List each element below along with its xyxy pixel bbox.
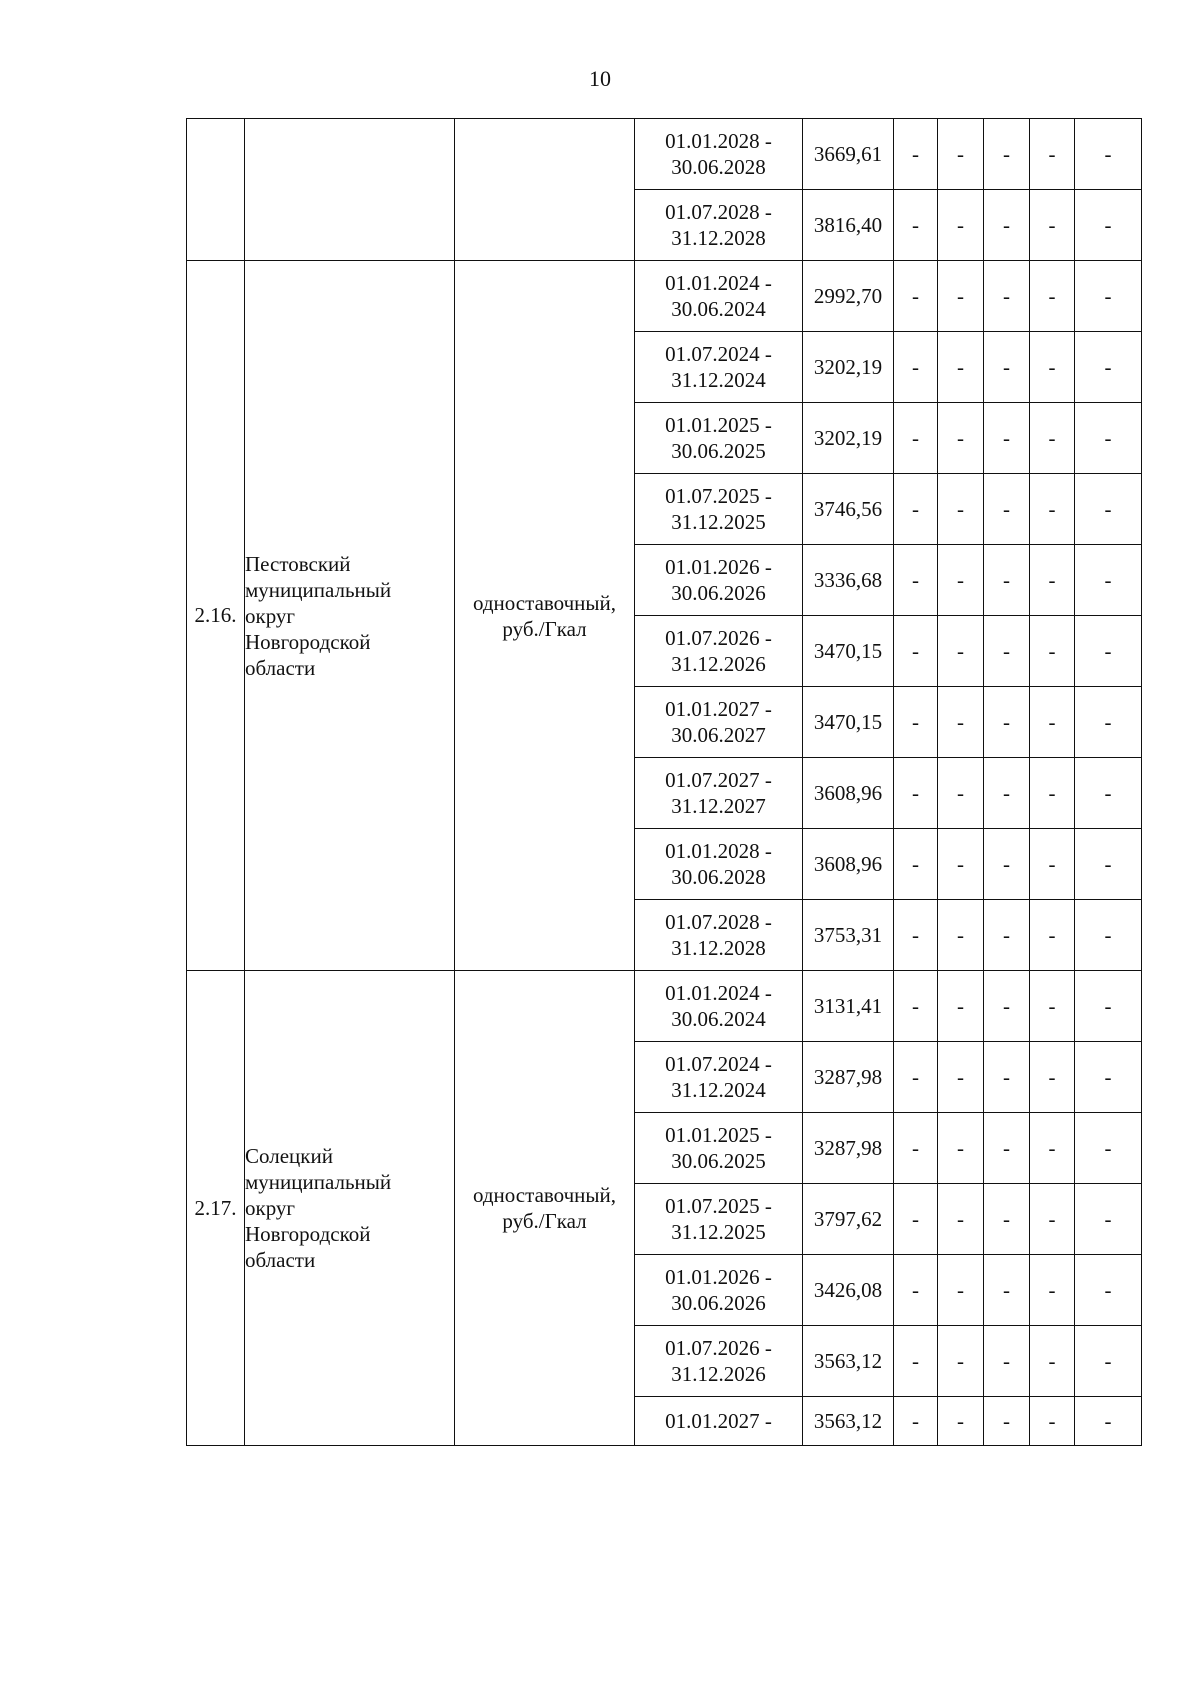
table-row [187,261,1142,332]
period-line: 01.07.2027 - [665,768,772,792]
period-line: 30.06.2028 [671,865,766,889]
period-line: 01.07.2028 - [665,200,772,224]
period-line: 30.06.2024 [671,1007,766,1031]
empty-value-dash: - [938,829,984,900]
tariff-value: 2992,70 [803,261,894,332]
empty-value-dash: - [1075,687,1142,758]
period-line: 01.07.2024 - [665,342,772,366]
tariff-unit-line: одноставочный, [472,590,617,615]
period-line: 30.06.2027 [671,723,766,747]
period-line: 01.01.2025 - [665,1123,772,1147]
group-number: 2.17. [187,971,245,1446]
empty-value-dash: - [1030,1397,1075,1446]
empty-value-dash: - [984,829,1030,900]
period-line: 01.01.2027 - [665,697,772,721]
tariff-value: 3563,12 [803,1326,894,1397]
empty-value-dash: - [938,1326,984,1397]
municipality-name-line: Новгородской [245,1222,371,1246]
period-line: 31.12.2024 [671,1078,766,1102]
tariff-value: 3608,96 [803,829,894,900]
tariff-value: 3202,19 [803,332,894,403]
empty-value-dash: - [984,1113,1030,1184]
empty-value-dash: - [1075,474,1142,545]
empty-value-dash: - [894,758,938,829]
period-line: 01.01.2027 - [665,1409,772,1433]
empty-value-dash: - [894,474,938,545]
empty-value-dash: - [938,474,984,545]
empty-value-dash: - [1075,403,1142,474]
empty-value-dash: - [1030,261,1075,332]
empty-value-dash: - [894,829,938,900]
period-line: 01.07.2024 - [665,1052,772,1076]
page-number: 10 [589,66,611,91]
empty-value-dash: - [1030,1255,1075,1326]
period-line: 01.07.2028 - [665,910,772,934]
empty-value-dash: - [938,1042,984,1113]
empty-value-dash: - [984,1255,1030,1326]
empty-value-dash: - [1075,190,1142,261]
period-cell [635,1255,803,1326]
tariff-table [186,118,1142,1446]
empty-value-dash: - [938,119,984,190]
period-cell [635,616,803,687]
empty-value-dash: - [1030,545,1075,616]
empty-value-dash: - [1075,1113,1142,1184]
tariff-value: 3669,61 [803,119,894,190]
empty-value-dash: - [1075,119,1142,190]
empty-value-dash: - [894,1255,938,1326]
empty-value-dash: - [984,1397,1030,1446]
empty-value-dash: - [938,758,984,829]
empty-value-dash: - [1030,332,1075,403]
empty-value-dash: - [1075,971,1142,1042]
period-cell [635,1113,803,1184]
period-line: 30.06.2025 [671,1149,766,1173]
empty-value-dash: - [894,332,938,403]
period-line: 30.06.2026 [671,581,766,605]
period-line: 01.01.2028 - [665,129,772,153]
tariff-value: 3131,41 [803,971,894,1042]
municipality-name-line: области [245,1248,316,1272]
municipality-name [245,261,455,971]
empty-value-dash: - [894,971,938,1042]
period-cell [635,900,803,971]
empty-value-dash: - [938,190,984,261]
municipality-name-line: Солецкий [245,1144,333,1168]
period-cell [635,758,803,829]
empty-value-dash: - [1075,332,1142,403]
period-cell [635,474,803,545]
tariff-value: 3287,98 [803,1113,894,1184]
tariff-value: 3746,56 [803,474,894,545]
empty-value-dash: - [894,1397,938,1446]
period-cell [635,403,803,474]
empty-value-dash: - [938,545,984,616]
tariff-value: 3563,12 [803,1397,894,1446]
period-cell [635,1397,803,1446]
period-cell [635,261,803,332]
municipality-name-line: округ [245,1196,296,1220]
empty-value-dash: - [938,1397,984,1446]
period-cell [635,829,803,900]
municipality-name-line: муниципальный [245,1170,392,1194]
empty-value-dash: - [984,261,1030,332]
empty-value-dash: - [1030,119,1075,190]
period-line: 31.12.2024 [671,368,766,392]
period-line: 31.12.2027 [671,794,766,818]
empty-value-dash: - [1075,1184,1142,1255]
period-line: 01.01.2024 - [665,981,772,1005]
period-line: 01.01.2028 - [665,839,772,863]
tariff-value: 3608,96 [803,758,894,829]
empty-value-dash: - [984,1042,1030,1113]
empty-value-dash: - [984,687,1030,758]
empty-value-dash: - [1075,616,1142,687]
period-cell [635,1042,803,1113]
empty-value-dash: - [1030,971,1075,1042]
empty-value-dash: - [938,687,984,758]
empty-value-dash: - [938,1255,984,1326]
period-line: 31.12.2026 [671,1362,766,1386]
empty-value-dash: - [1075,829,1142,900]
empty-value-dash: - [984,900,1030,971]
period-cell [635,545,803,616]
period-line: 01.07.2025 - [665,1194,772,1218]
empty-value-dash: - [1075,1042,1142,1113]
empty-value-dash: - [984,1184,1030,1255]
period-line: 01.01.2026 - [665,555,772,579]
empty-value-dash: - [1030,474,1075,545]
empty-value-dash: - [1030,829,1075,900]
empty-value-dash: - [984,403,1030,474]
period-line: 31.12.2025 [671,1220,766,1244]
period-cell [635,687,803,758]
empty-value-dash: - [894,261,938,332]
empty-value-dash: - [1030,403,1075,474]
empty-value-dash: - [894,119,938,190]
tariff-table-body [187,119,1142,1446]
empty-value-dash: - [894,1326,938,1397]
empty-value-dash: - [1030,1042,1075,1113]
empty-value-dash: - [894,403,938,474]
period-line: 30.06.2024 [671,297,766,321]
empty-value-dash: - [1075,758,1142,829]
tariff-value: 3287,98 [803,1042,894,1113]
group-number [187,119,245,261]
empty-value-dash: - [1030,687,1075,758]
empty-value-dash: - [938,261,984,332]
municipality-name-line: муниципальный [245,577,392,602]
table-row [187,971,1142,1042]
period-cell [635,119,803,190]
municipality-name-line: области [245,655,316,680]
empty-value-dash: - [1075,1326,1142,1397]
period-line: 30.06.2028 [671,155,766,179]
empty-value-dash: - [894,900,938,971]
municipality-name [245,971,455,1446]
period-line: 01.01.2024 - [665,271,772,295]
tariff-value: 3797,62 [803,1184,894,1255]
tariff-value: 3336,68 [803,545,894,616]
municipality-name-line: округ [245,603,296,628]
tariff-unit-line: одноставочный, [472,1183,617,1207]
tariff-unit-line: руб./Гкал [502,616,587,641]
empty-value-dash: - [894,687,938,758]
period-line: 30.06.2025 [671,439,766,463]
period-cell [635,971,803,1042]
empty-value-dash: - [938,900,984,971]
empty-value-dash: - [984,332,1030,403]
table-row [187,119,1142,190]
empty-value-dash: - [1030,190,1075,261]
period-line: 01.01.2025 - [665,413,772,437]
empty-value-dash: - [984,474,1030,545]
empty-value-dash: - [1075,1397,1142,1446]
tariff-value: 3753,31 [803,900,894,971]
empty-value-dash: - [938,971,984,1042]
empty-value-dash: - [1030,758,1075,829]
empty-value-dash: - [1075,261,1142,332]
empty-value-dash: - [894,190,938,261]
empty-value-dash: - [894,1042,938,1113]
empty-value-dash: - [894,1184,938,1255]
empty-value-dash: - [984,758,1030,829]
empty-value-dash: - [984,616,1030,687]
empty-value-dash: - [1030,1326,1075,1397]
period-line: 30.06.2026 [671,1291,766,1315]
empty-value-dash: - [894,545,938,616]
period-line: 31.12.2028 [671,936,766,960]
period-cell [635,332,803,403]
period-cell [635,1326,803,1397]
tariff-unit [455,971,635,1446]
empty-value-dash: - [1030,616,1075,687]
empty-value-dash: - [1030,1113,1075,1184]
period-cell [635,190,803,261]
empty-value-dash: - [938,332,984,403]
period-line: 31.12.2028 [671,226,766,250]
empty-value-dash: - [938,403,984,474]
tariff-value: 3470,15 [803,687,894,758]
tariff-value: 3816,40 [803,190,894,261]
tariff-value: 3470,15 [803,616,894,687]
empty-value-dash: - [1075,1255,1142,1326]
municipality-name-line: Пестовский [245,551,351,576]
empty-value-dash: - [894,1113,938,1184]
tariff-unit [455,261,635,971]
empty-value-dash: - [1030,1184,1075,1255]
municipality-name [245,119,455,261]
tariff-value: 3202,19 [803,403,894,474]
empty-value-dash: - [938,616,984,687]
period-line: 01.07.2025 - [665,484,772,508]
period-line: 01.07.2026 - [665,626,772,650]
group-number: 2.16. [187,261,245,971]
period-line: 31.12.2026 [671,652,766,676]
tariff-unit-line: руб./Гкал [502,1209,587,1233]
empty-value-dash: - [1075,900,1142,971]
empty-value-dash: - [1075,545,1142,616]
period-cell [635,1184,803,1255]
empty-value-dash: - [984,971,1030,1042]
tariff-value: 3426,08 [803,1255,894,1326]
empty-value-dash: - [984,545,1030,616]
period-line: 31.12.2025 [671,510,766,534]
empty-value-dash: - [984,190,1030,261]
empty-value-dash: - [984,1326,1030,1397]
empty-value-dash: - [938,1184,984,1255]
period-line: 01.07.2026 - [665,1336,772,1360]
empty-value-dash: - [984,119,1030,190]
tariff-unit [455,119,635,261]
empty-value-dash: - [938,1113,984,1184]
empty-value-dash: - [894,616,938,687]
period-line: 01.01.2026 - [665,1265,772,1289]
empty-value-dash: - [1030,900,1075,971]
municipality-name-line: Новгородской [245,629,371,654]
